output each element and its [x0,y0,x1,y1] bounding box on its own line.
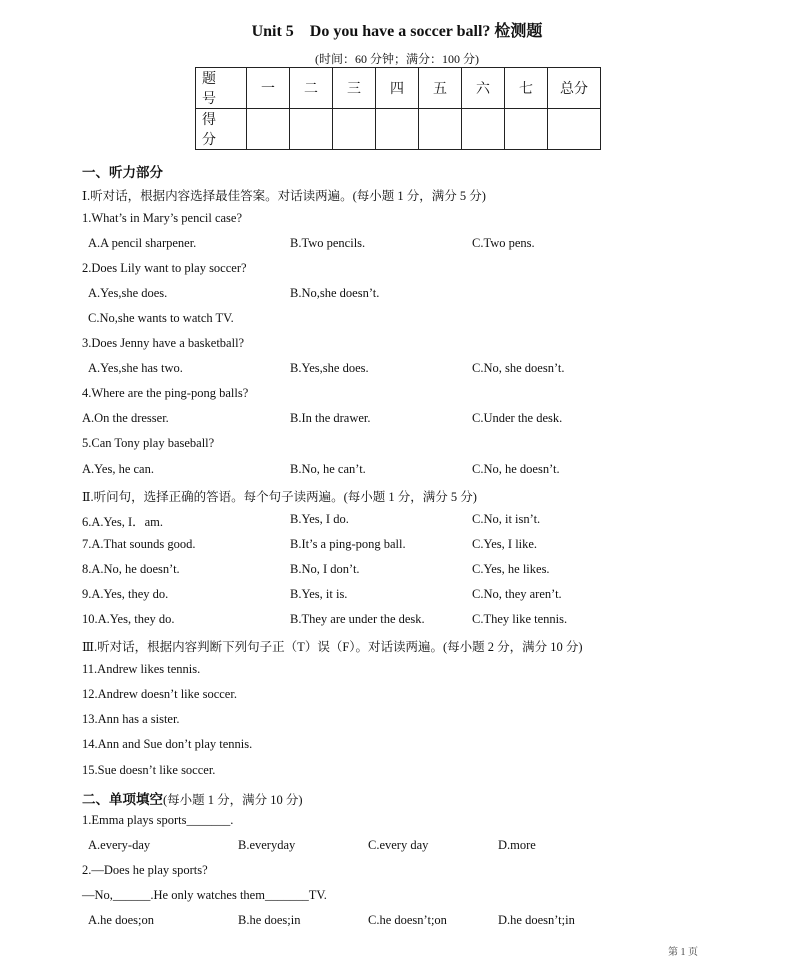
question-stem: 4.Where are the ping-pong balls? [82,386,249,400]
score-cell [247,109,290,150]
score-table-col: 二 [290,68,333,109]
true-false-item: 14.Ann and Sue don’t play tennis. [82,737,253,751]
section2-heading: 二、单项填空 [82,792,163,808]
score-cell [333,109,376,150]
score-table-row-label: 得 分 [196,109,247,150]
document-title: Unit 5 Do you have a soccer ball? 检测题 [251,23,543,40]
part3-instruction: Ⅲ.听对话，根据内容判断下列句子正（T）误（F）。对话读两遍。(每小题 2 分，满分 10 分) [82,640,583,654]
page-number: 第 1 页 [668,947,698,958]
section2-heading-line [82,788,303,808]
score-cell [376,109,419,150]
option-c: C.No, it isn’t. [472,512,541,526]
score-table-col: 三 [333,68,376,109]
section2-note: (每小题 1 分，满分 10 分) [163,793,303,807]
option-a: A.Yes,she does. [88,286,168,300]
score-cell [419,109,462,150]
option-b: B.Yes, I do. [290,512,349,526]
question-stem: 2.Does Lily want to play soccer? [82,261,247,275]
question-stem: 1.What’s in Mary’s pencil case? [82,211,243,225]
score-table-col: 一 [247,68,290,109]
document-subtitle: (时间：60 分钟；满分：100 分) [315,52,479,66]
score-table-row-label: 题 号 [196,68,247,109]
true-false-item: 11.Andrew likes tennis. [82,662,201,676]
option-b: B.In the drawer. [290,411,371,425]
option-c: C.Yes, he likes. [472,562,550,576]
option-c: C.every day [368,838,429,852]
option-a: A.Yes, he can. [82,462,154,476]
option-c: C.No,she wants to watch TV. [88,311,234,325]
true-false-item: 15.Sue doesn’t like soccer. [82,763,216,777]
question-stem: 1.Emma plays sports_______. [82,813,234,827]
option-c: C.Under the desk. [472,411,563,425]
part1-instruction: Ⅰ.听对话，根据内容选择最佳答案。对话读两遍。(每小题 1 分，满分 5 分) [82,189,486,203]
part2-instruction: Ⅱ.听问句，选择正确的答语。每个句子读两遍。(每小题 1 分，满分 5 分) [82,490,477,504]
option-c: C.They like tennis. [472,612,568,626]
score-cell [290,109,333,150]
option-c: C.Two pens. [472,236,535,250]
option-a: A.On the dresser. [82,411,169,425]
option-c: C.No, she doesn’t. [472,361,565,375]
score-table-col: 五 [419,68,462,109]
option-b: B.Yes,she does. [290,361,369,375]
option-a: A.A pencil sharpener. [88,236,197,250]
option-a: 8.A.No, he doesn’t. [82,562,180,576]
option-c: C.No, he doesn’t. [472,462,560,476]
score-table-col: 总分 [548,68,601,109]
score-table-col: 四 [376,68,419,109]
true-false-item: 12.Andrew doesn’t like soccer. [82,687,237,701]
question-stem: 2.—Does he play sports? [82,863,208,877]
option-a: 6.A.Yes, I．am. [82,515,164,529]
question-stem-continued: —No,______.He only watches them_______TV. [82,888,327,902]
option-a: A.every-day [88,838,151,852]
true-false-item: 13.Ann has a sister. [82,712,180,726]
option-d: D.more [498,838,536,852]
score-table-score-row [196,109,601,150]
option-a: 10.A.Yes, they do. [82,612,175,626]
option-a: A.he does;on [88,913,154,927]
option-d: D.he doesn’t;in [498,913,575,927]
option-b: B.No, he can’t. [290,462,366,476]
option-b: B.No,she doesn’t. [290,286,380,300]
option-b: B.Two pencils. [290,236,366,250]
option-b: B.It’s a ping-pong ball. [290,537,406,551]
question-stem: 3.Does Jenny have a basketball? [82,336,245,350]
option-b: B.Yes, it is. [290,587,348,601]
option-a: 7.A.That sounds good. [82,537,196,551]
option-c: C.No, they aren’t. [472,587,562,601]
option-b: B.everyday [238,838,296,852]
option-a: 9.A.Yes, they do. [82,587,169,601]
option-c: C.Yes, I like. [472,537,538,551]
score-cell [505,109,548,150]
option-b: B.No, I don’t. [290,562,360,576]
option-c: C.he doesn’t;on [368,913,447,927]
question-stem: 5.Can Tony play baseball? [82,436,215,450]
score-cell [462,109,505,150]
option-a: A.Yes,she has two. [88,361,183,375]
score-table-col: 六 [462,68,505,109]
score-table-header-row [196,68,601,109]
score-table [195,67,601,150]
score-table-col: 七 [505,68,548,109]
section1-heading: 一、听力部分 [82,165,163,181]
score-cell [548,109,601,150]
option-b: B.he does;in [238,913,301,927]
option-b: B.They are under the desk. [290,612,425,626]
